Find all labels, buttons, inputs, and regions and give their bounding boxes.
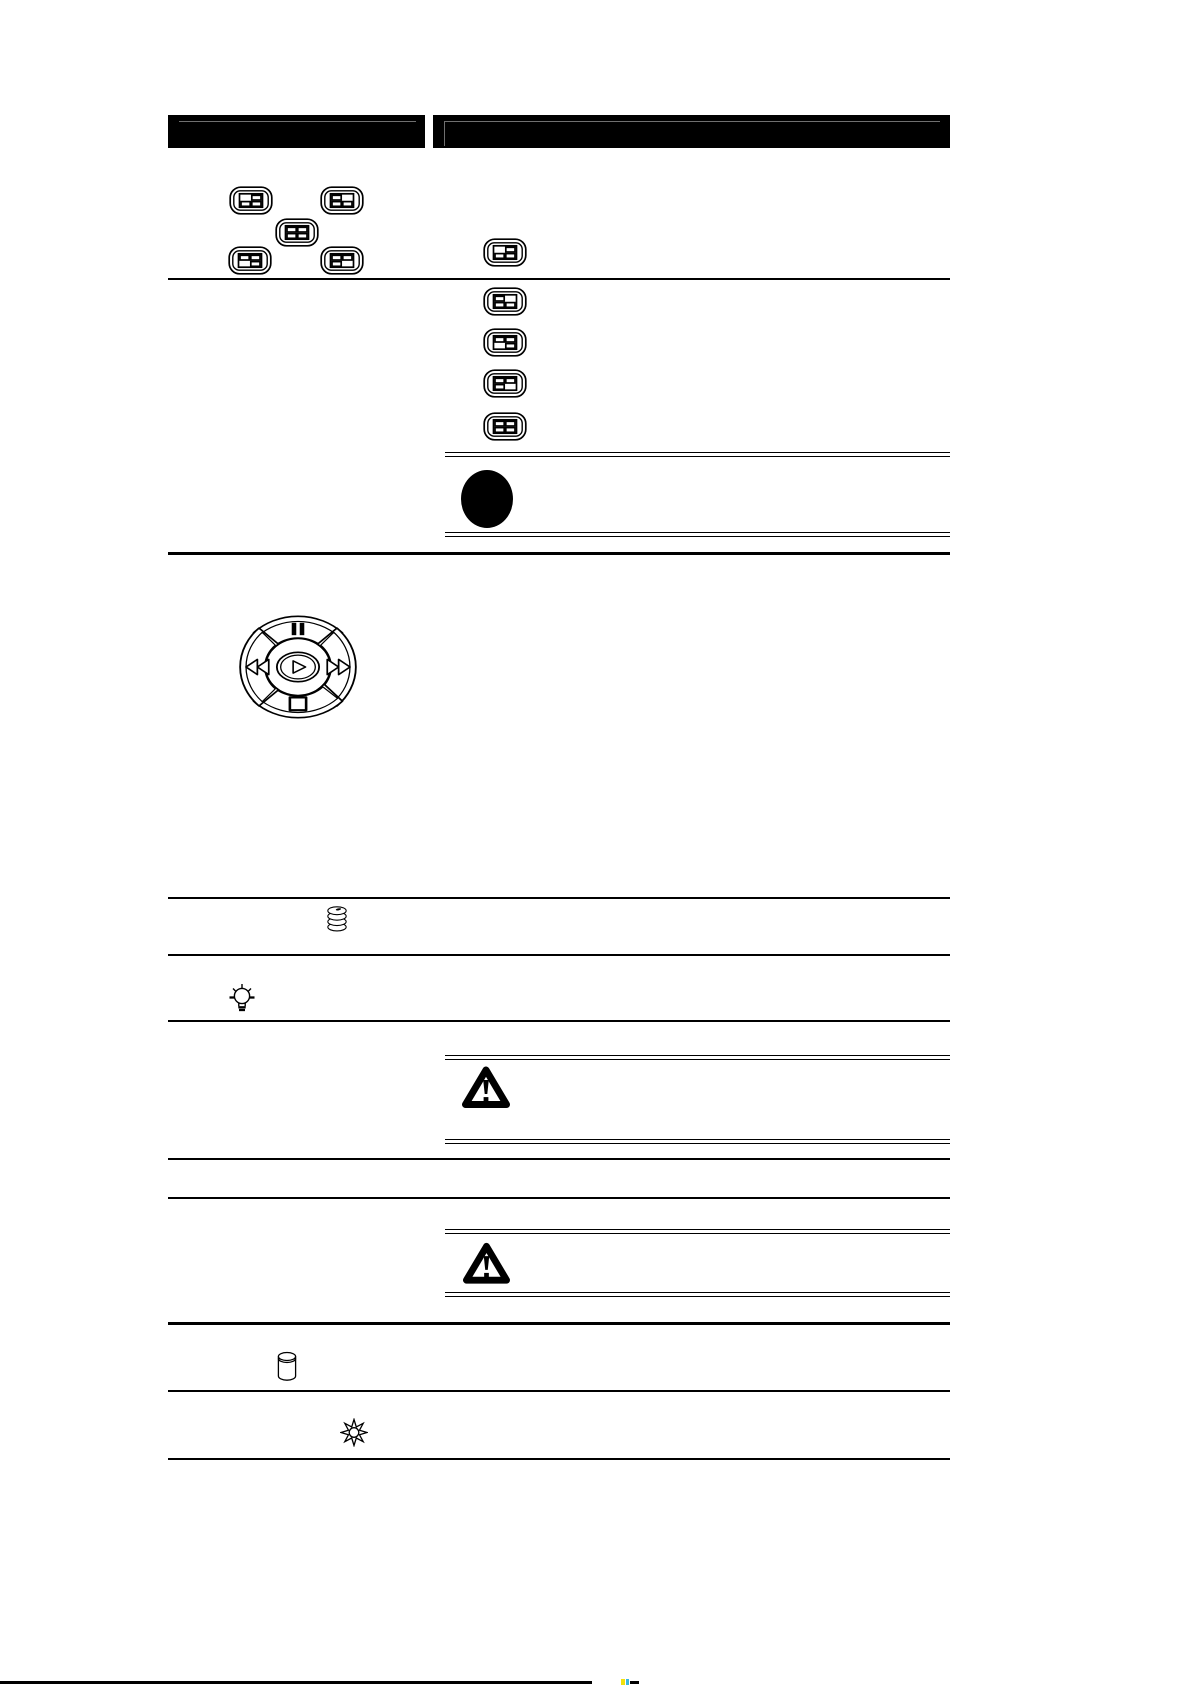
- note-box-border: [445, 1229, 950, 1234]
- multiview-button-top-left: [229, 186, 273, 215]
- disk-stack-icon: [326, 904, 348, 933]
- table-header-right-cell: [433, 115, 950, 148]
- caution-triangle-icon: [460, 1240, 513, 1287]
- row-divider: [168, 1020, 950, 1022]
- note-box-border: [445, 532, 950, 537]
- multiview-button-top-right: [320, 186, 364, 215]
- row-divider: [168, 1390, 950, 1392]
- play-button: [277, 652, 319, 681]
- row-divider: [168, 1458, 950, 1460]
- footer-color-mark: [626, 1679, 629, 1685]
- multiview-button-bottom-right: [320, 246, 364, 275]
- note-box-border: [445, 1055, 950, 1060]
- note-box-border: [445, 1139, 950, 1144]
- cylinder-icon: [277, 1351, 297, 1381]
- header-bevel-line: [444, 121, 940, 122]
- multiview-button-bottom-left: [228, 246, 272, 275]
- footer-color-mark: [621, 1679, 625, 1685]
- footer-color-mark: [630, 1681, 639, 1684]
- record-dot-icon: [461, 470, 513, 528]
- multiview-button-list-3: [483, 369, 527, 398]
- multiview-button-quad: [275, 218, 319, 247]
- multiview-button-list-4: [483, 412, 527, 441]
- multiview-button-example: [483, 238, 527, 267]
- header-bevel-line: [179, 121, 416, 122]
- section-divider: [168, 552, 950, 555]
- multiview-button-list-1: [483, 287, 527, 316]
- playback-pad: [233, 610, 363, 724]
- note-box-border: [445, 452, 950, 457]
- sun-icon: [340, 1418, 368, 1447]
- multiview-button-list-2: [483, 328, 527, 357]
- row-divider: [168, 1158, 950, 1160]
- header-bevel-line: [444, 121, 445, 146]
- section-divider: [168, 1322, 950, 1325]
- light-bulb-icon: [226, 982, 258, 1014]
- footer-rule: [0, 1681, 592, 1684]
- caution-triangle-icon: [459, 1063, 513, 1112]
- row-divider: [168, 1197, 950, 1199]
- table-header-left-cell: [168, 115, 425, 148]
- note-box-border: [445, 1292, 950, 1297]
- row-divider: [168, 897, 950, 899]
- row-divider: [168, 278, 950, 280]
- row-divider: [168, 954, 950, 956]
